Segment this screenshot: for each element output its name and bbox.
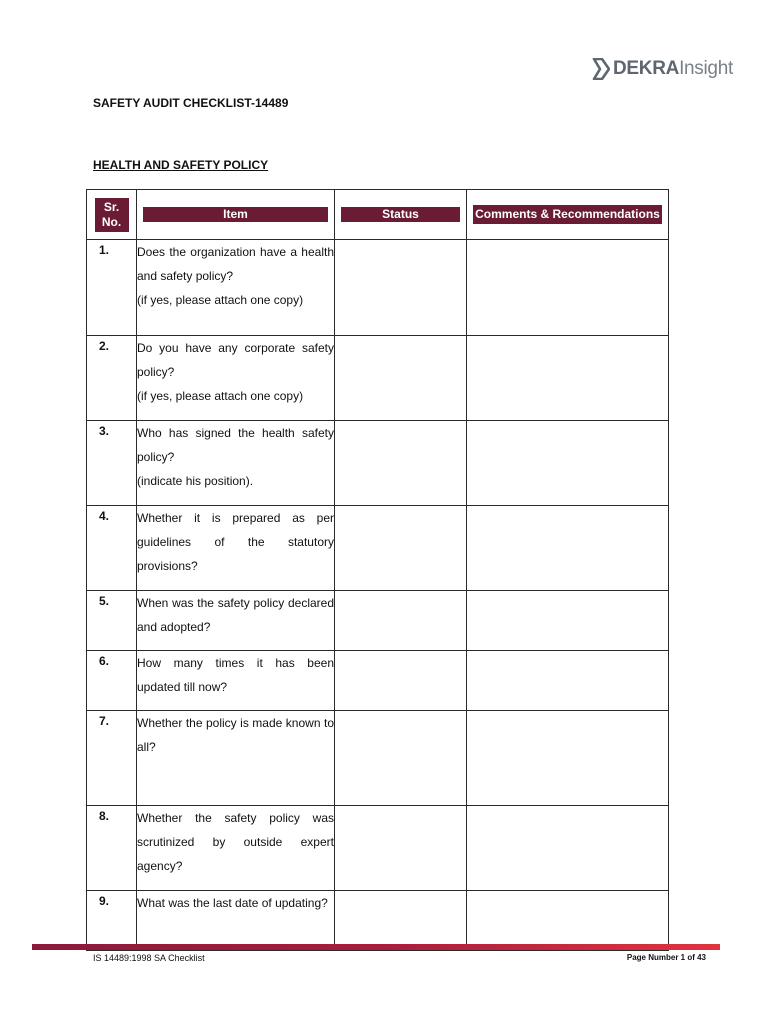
item-line: Whether the policy is made known to all? — [137, 716, 334, 754]
status-cell[interactable] — [335, 336, 467, 421]
document-title: SAFETY AUDIT CHECKLIST-14489 — [93, 96, 289, 110]
comments-cell[interactable] — [467, 506, 669, 591]
comments-cell[interactable] — [467, 711, 669, 806]
item-line: Whether the safety policy was scrutinized by outside expert agency? — [137, 811, 334, 873]
comments-cell[interactable] — [467, 651, 669, 711]
row-item-text — [137, 806, 335, 891]
header-cell-status — [335, 190, 467, 240]
item-line: (indicate his position). — [137, 474, 254, 488]
table-row — [87, 711, 669, 806]
footer-document-ref: IS 14489:1998 SA Checklist — [93, 953, 205, 963]
header-sr-no: Sr. No. — [95, 198, 129, 232]
header-comments: Comments & Recommendations — [473, 205, 662, 224]
table-row — [87, 806, 669, 891]
status-cell[interactable] — [335, 591, 467, 651]
comments-cell[interactable] — [467, 891, 669, 951]
row-item-text — [137, 591, 335, 651]
footer-page-number: Page Number 1 of 43 — [626, 953, 706, 962]
status-cell[interactable] — [335, 651, 467, 711]
row-item-text — [137, 506, 335, 591]
row-sr-number: 1. — [87, 240, 137, 336]
header-status: Status — [341, 207, 460, 222]
row-sr-number: 5. — [87, 591, 137, 651]
table-row — [87, 240, 669, 336]
comments-cell[interactable] — [467, 806, 669, 891]
row-item-text — [137, 421, 335, 506]
header-cell-comments — [467, 190, 669, 240]
row-sr-number: 9. — [87, 891, 137, 951]
item-line: Who has signed the health safety policy? — [137, 426, 334, 464]
row-item-text — [137, 336, 335, 421]
row-item-text — [137, 240, 335, 336]
logo-word-bold: DEKRA — [613, 58, 680, 79]
row-sr-number: 3. — [87, 421, 137, 506]
header-item: Item — [143, 207, 328, 222]
checklist-table — [86, 189, 669, 951]
item-line: What was the last date of updating? — [137, 896, 328, 910]
header-cell-item — [137, 190, 335, 240]
status-cell[interactable] — [335, 891, 467, 951]
item-line: (if yes, please attach one copy) — [137, 293, 304, 307]
row-sr-number: 8. — [87, 806, 137, 891]
status-cell[interactable] — [335, 506, 467, 591]
item-line: How many times it has been updated till now? — [137, 656, 334, 694]
table-row — [87, 421, 669, 506]
table-row — [87, 651, 669, 711]
footer-divider-bar — [32, 944, 720, 950]
status-cell[interactable] — [335, 806, 467, 891]
status-cell[interactable] — [335, 421, 467, 506]
comments-cell[interactable] — [467, 591, 669, 651]
section-title: HEALTH AND SAFETY POLICY — [93, 158, 269, 172]
logo-word-light: Insight — [679, 58, 733, 79]
table-row — [87, 591, 669, 651]
item-line: Does the organization have a health and safety policy? — [137, 245, 334, 283]
item-line: Whether it is prepared as per guidelines of the statutory provisions? — [137, 511, 334, 573]
row-sr-number: 6. — [87, 651, 137, 711]
dekra-insight-logo — [592, 56, 733, 82]
table-row — [87, 891, 669, 951]
row-item-text — [137, 651, 335, 711]
item-line: When was the safety policy declared and adopted? — [137, 596, 334, 634]
dekra-logo-icon — [592, 58, 610, 80]
row-sr-number: 7. — [87, 711, 137, 806]
status-cell[interactable] — [335, 240, 467, 336]
table-row — [87, 336, 669, 421]
row-item-text — [137, 891, 335, 951]
row-item-text — [137, 711, 335, 806]
comments-cell[interactable] — [467, 336, 669, 421]
table-row — [87, 506, 669, 591]
header-cell-sr — [87, 190, 137, 240]
row-sr-number: 2. — [87, 336, 137, 421]
item-line: (if yes, please attach one copy) — [137, 389, 304, 403]
status-cell[interactable] — [335, 711, 467, 806]
comments-cell[interactable] — [467, 240, 669, 336]
item-line: Do you have any corporate safety policy? — [137, 341, 334, 379]
table-header-row — [87, 190, 669, 240]
row-sr-number: 4. — [87, 506, 137, 591]
comments-cell[interactable] — [467, 421, 669, 506]
